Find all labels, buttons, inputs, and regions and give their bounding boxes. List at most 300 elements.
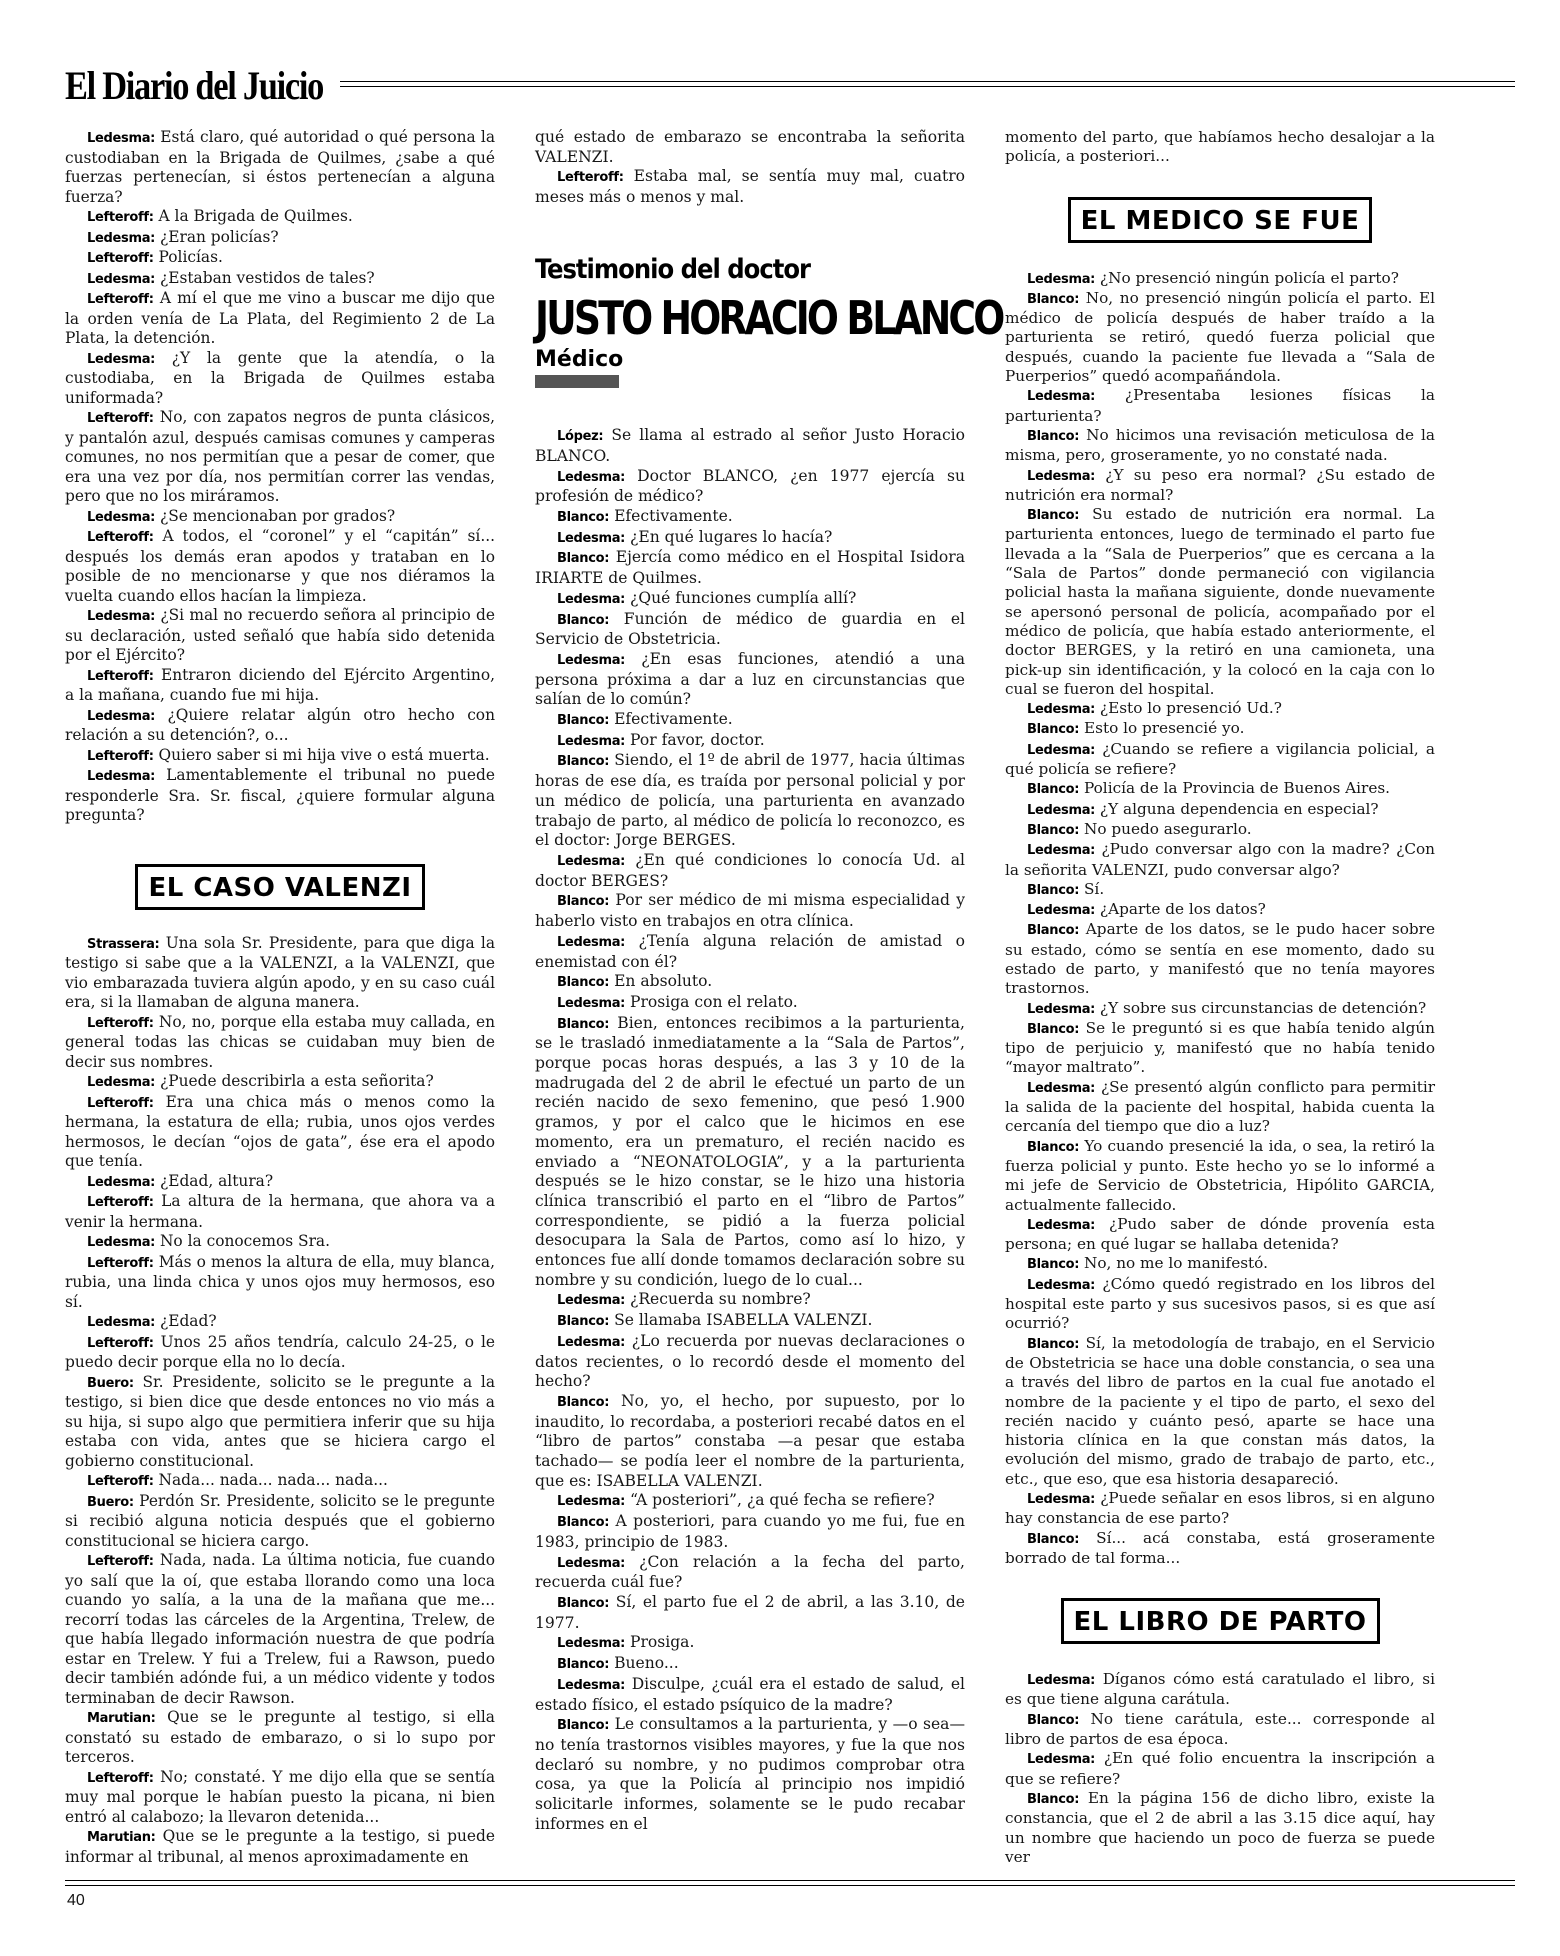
speaker-label: Lefteroff:	[87, 1770, 154, 1786]
text-column-2	[535, 128, 1003, 1834]
paragraph-text: No, no, porque ella estaba muy callada, en general todas las chicas se cuidaban muy bien de decir sus nombres.	[65, 1012, 495, 1071]
speaker-label: Blanco:	[557, 713, 610, 729]
speaker-label: Ledesma:	[1027, 702, 1096, 718]
speaker-label: Ledesma:	[1027, 271, 1096, 287]
paragraph	[65, 746, 495, 767]
paragraph	[535, 932, 965, 972]
speaker-label: Ledesma:	[557, 469, 626, 485]
paragraph-text: Que se le pregunte a la testigo, si puede informar al tribunal, al menos aproximadamente en	[65, 1827, 495, 1866]
speaker-label: Lefteroff:	[87, 1095, 154, 1111]
paragraph-text: Yo cuando presencié la ida, o sea, la retiró la fuerza policial y punto. Este hecho yo se lo informé a mi jefe de Servicio de Obstetricia, Hipólito GARCIA, actualmente fallecido.	[1005, 1136, 1435, 1214]
paragraph-text: ¿Esto lo presenció Ud.?	[1095, 699, 1282, 718]
paragraph	[1005, 1137, 1435, 1215]
paragraph	[1005, 1670, 1435, 1710]
speaker-label: Ledesma:	[87, 1174, 156, 1190]
section-heading: EL LIBRO DE PARTO	[1061, 1598, 1380, 1644]
paragraph	[1005, 1078, 1435, 1137]
speaker-label: Ledesma:	[557, 1677, 626, 1693]
speaker-label: Blanco:	[557, 754, 610, 770]
paragraph-text: A todos, el “coronel” y el “capitán” sí... después los demás eran apodos y trataban en lo posible de no mencionarse y que nos diéramos la vuelta cuando ellos hacían la limpieza.	[65, 527, 495, 605]
page-footer	[65, 1880, 1515, 1920]
speaker-label: Blanco:	[1027, 923, 1080, 939]
speaker-label: Ledesma:	[1027, 843, 1096, 859]
paragraph-text: ¿Presentaba lesiones físicas la parturienta?	[1005, 386, 1435, 425]
speaker-label: Marutian:	[87, 1830, 156, 1845]
paragraph	[1005, 800, 1435, 820]
paragraph-text: Nada... nada... nada... nada...	[153, 1471, 388, 1489]
speaker-label: Lefteroff:	[87, 1015, 154, 1031]
paragraph	[535, 167, 965, 207]
paragraph	[535, 1332, 965, 1392]
paragraph	[1005, 1710, 1435, 1750]
speaker-label: Blanco:	[1027, 1139, 1080, 1155]
speaker-label: Ledesma:	[557, 1636, 626, 1652]
speaker-label: Ledesma:	[1027, 903, 1096, 919]
paragraph	[1005, 900, 1435, 920]
paragraph-text: Unos 25 años tendría, calculo 24-25, o le puedo decir porque ella no lo decía.	[65, 1332, 495, 1371]
paragraph	[65, 1471, 495, 1492]
paragraph	[535, 1014, 965, 1291]
paragraph-text: Doctor BLANCO, ¿en 1977 ejercía su profesión de médico?	[535, 466, 965, 506]
paragraph-text: ¿Se mencionaban por grados?	[155, 506, 396, 525]
speaker-label: Lefteroff:	[557, 170, 624, 186]
paragraph-text: ¿Aparte de los datos?	[1095, 900, 1266, 919]
speaker-label: Ledesma:	[1027, 742, 1096, 758]
speaker-label: Ledesma:	[557, 591, 626, 607]
speaker-label: Lefteroff:	[87, 411, 154, 426]
paragraph-text: ¿En qué folio encuentra la inscripción a que se refiere?	[1005, 1749, 1435, 1788]
section-heading: EL CASO VALENZI	[135, 864, 424, 910]
paragraph	[65, 248, 495, 269]
speaker-label: Ledesma:	[87, 230, 156, 246]
speaker-label: Ledesma:	[1027, 1080, 1096, 1096]
paragraph	[65, 1708, 495, 1768]
paragraph-text: ¿Puede describirla a esta señorita?	[155, 1072, 434, 1090]
testimony-kicker: Testimonio del doctor	[535, 253, 811, 285]
speaker-label: Ledesma:	[1027, 802, 1096, 818]
paragraph-text: ¿Y sobre sus circunstancias de detención?	[1095, 998, 1427, 1017]
paragraph	[1005, 1215, 1435, 1255]
paragraph	[535, 1675, 965, 1715]
paragraph	[535, 426, 965, 466]
speaker-label: Ledesma:	[557, 1293, 626, 1309]
speaker-label: Blanco:	[1027, 1712, 1080, 1728]
speaker-label: Blanco:	[557, 551, 610, 567]
publication-title: El Diario del Juicio	[65, 63, 323, 108]
speaker-label: Ledesma:	[557, 853, 626, 869]
speaker-label: Ledesma:	[87, 1315, 156, 1330]
paragraph	[1005, 269, 1435, 289]
speaker-label: Blanco:	[1027, 1257, 1080, 1273]
paragraph	[535, 710, 965, 731]
paragraph	[65, 1373, 495, 1472]
paragraph	[535, 1311, 965, 1332]
paragraph	[535, 851, 965, 891]
paragraph	[535, 589, 965, 610]
speaker-label: Ledesma:	[87, 351, 156, 367]
speaker-label: Buero:	[87, 1375, 134, 1391]
speaker-label: Lefteroff:	[87, 1255, 154, 1271]
speaker-label: Lefteroff:	[87, 1554, 154, 1569]
speaker-label: Blanco:	[1027, 428, 1080, 444]
paragraph-text: Bueno...	[609, 1654, 679, 1673]
paragraph-text: ¿Cómo quedó registrado en los libros del hospital este parto y sus sucesivos pasos, si es que así ocurrió?	[1005, 1274, 1435, 1333]
speaker-label: Blanco:	[557, 894, 610, 910]
paragraph-text: Se llama al estrado al señor Justo Horacio BLANCO.	[535, 426, 965, 465]
paragraph	[1005, 820, 1435, 840]
paragraph	[65, 1072, 495, 1093]
paragraph-text: Sí.	[1079, 879, 1105, 898]
paragraph	[65, 1551, 495, 1708]
paragraph-text: momento del parto, que habíamos hecho desalojar a la policía, a posteriori...	[1005, 128, 1435, 166]
paragraph-text: Sí, la metodología de trabajo, en el Servicio de Obstetricia se hace una doble constancia, o sea una a través del libro de partos en la cual fue anotado el nombre de la paciente y el tipo de parto, el sexo del recién nacido y cuánto pesó, aparte se hace una historia clínica en la que constan más datos, la evolución del mismo, grado de trabajo de parto, etc., etc., que eso, que esa historia desapareció.	[1005, 1333, 1435, 1488]
paragraph	[65, 606, 495, 666]
footer-rule	[65, 1885, 1515, 1886]
witness-name: JUSTO HORACIO BLANCO	[535, 290, 1003, 345]
paragraph-text: ¿Qué funciones cumplía allí?	[625, 588, 857, 607]
paragraph-text: Que se le pregunte al testigo, si ella constató su estado de embarazo, o si lo supo por terceros.	[65, 1708, 495, 1766]
paragraph	[65, 1333, 495, 1373]
paragraph-text: Por favor, doctor.	[625, 730, 765, 749]
page-number: 40	[67, 1892, 85, 1909]
paragraph	[1005, 426, 1435, 466]
paragraph-text: Le consultamos a la parturienta, y —o sea— no tenía trastornos visibles mayores, y fue la que nos declaró su nombre, y no pudimos comprobar otra cosa, ya que la Policía al principio nos impidió solicitarle informes, solamente se le pudo recabar informes en el	[535, 1715, 965, 1833]
paragraph	[1005, 128, 1435, 167]
paragraph-text: A posteriori, para cuando yo me fui, fue en 1983, principio de 1983.	[535, 1512, 965, 1551]
paragraph	[1005, 880, 1435, 900]
paragraph	[535, 650, 965, 710]
paragraph	[1005, 1254, 1435, 1274]
speaker-label: Blanco:	[1027, 1531, 1080, 1547]
paragraph-text: Esto lo presencié yo.	[1079, 719, 1245, 738]
masthead-rule	[340, 86, 1515, 87]
paragraph	[65, 1827, 495, 1867]
footer-rule	[65, 1880, 1515, 1881]
paragraph	[65, 934, 495, 1013]
paragraph	[65, 527, 495, 606]
paragraph-text: Sr. Presidente, solicito se le pregunte a la testigo, si bien dice que desde entonces no vio más a su hija, si supo algo que permitiera inferir que su hija estaba con vida, antes que se hiciera cargo el gobierno constitucional.	[65, 1372, 495, 1470]
speaker-label: Blanco:	[1027, 508, 1080, 524]
paragraph-text: ¿Cuando se refiere a vigilancia policial, a qué policía se refiere?	[1005, 739, 1435, 779]
paragraph	[65, 1192, 495, 1232]
speaker-label: Ledesma:	[1027, 1673, 1096, 1689]
speaker-label: Ledesma:	[557, 1494, 626, 1510]
paragraph	[65, 1768, 495, 1828]
paragraph	[1005, 289, 1435, 386]
paragraph-text: No la conocemos Sra.	[155, 1232, 330, 1250]
paragraph	[535, 467, 965, 507]
paragraph-text: Sí... acá constaba, está groseramente borrado de tal forma...	[1005, 1528, 1435, 1567]
speaker-label: Ledesma:	[1027, 468, 1096, 484]
paragraph-text: Policía de la Provincia de Buenos Aires.	[1079, 779, 1391, 798]
speaker-label: Blanco:	[557, 1718, 610, 1734]
paragraph-text: Está claro, qué autoridad o qué persona la custodiaban en la Brigada de Quilmes, ¿sabe a qué fuerzas pertenecían, si éstos pertenecían a alguna fuerza?	[65, 128, 495, 206]
paragraph-text: ¿En esas funciones, atendió a una persona próxima a dar a luz en circunstancias que salían de lo común?	[535, 649, 965, 709]
speaker-label: Blanco:	[557, 975, 610, 991]
paragraph-text: ¿Recuerda su nombre?	[625, 1290, 811, 1309]
speaker-label: Ledesma:	[87, 609, 156, 624]
speaker-label: Ledesma:	[557, 1555, 626, 1571]
paragraph-text: Función de médico de guardia en el Servicio de Obstetricia.	[535, 609, 965, 649]
speaker-label: Ledesma:	[557, 733, 626, 749]
speaker-label: Blanco:	[557, 1596, 610, 1611]
paragraph	[1005, 1749, 1435, 1789]
paragraph-text: La altura de la hermana, que ahora va a venir la hermana.	[65, 1192, 495, 1231]
speaker-label: López:	[557, 429, 604, 445]
paragraph	[1005, 505, 1435, 699]
paragraph-text: ¿Eran policías?	[155, 227, 279, 246]
paragraph-text: ¿Pudo saber de dónde provenía esta persona; en qué lugar se hallaba detenida?	[1005, 1214, 1435, 1254]
paragraph	[65, 269, 495, 290]
speaker-label: Ledesma:	[557, 1334, 626, 1350]
masthead	[65, 62, 1515, 114]
paragraph	[535, 507, 965, 528]
testimony-header	[535, 253, 1003, 388]
speaker-label: Lefteroff:	[87, 292, 154, 307]
paragraph	[535, 1715, 965, 1834]
speaker-label: Lefteroff:	[87, 1474, 154, 1489]
paragraph-text: Quiero saber si mi hija vive o está muerta.	[153, 745, 490, 764]
speaker-label: Blanco:	[1027, 1336, 1080, 1352]
paragraph	[1005, 1489, 1435, 1529]
speaker-label: Lefteroff:	[87, 1195, 154, 1210]
paragraph	[65, 128, 495, 207]
paragraph-text: A mí el que me vino a buscar me dijo que la orden venía de La Plata, del Regimiento 2 de La Plata, la detención.	[65, 289, 495, 347]
witness-role: Médico	[535, 346, 624, 372]
speaker-label: Marutian:	[87, 1711, 156, 1726]
paragraph	[1005, 920, 1435, 998]
speaker-label: Lefteroff:	[87, 210, 154, 225]
text-column-1	[65, 128, 495, 1867]
masthead-rule	[340, 81, 1515, 82]
paragraph-text: ¿Lo recuerda por nuevas declaraciones o datos recientes, o lo recordó desde el momento del hecho?	[535, 1331, 965, 1391]
speaker-label: Ledesma:	[87, 708, 156, 724]
paragraph-text: ¿Con relación a la fecha del parto, recuerda cuál fue?	[535, 1552, 965, 1592]
text-column-3	[1005, 128, 1435, 1867]
speaker-label: Blanco:	[1027, 1791, 1080, 1807]
paragraph-text: ¿Pudo conversar algo con la madre? ¿Con la señorita VALENZI, pudo conversar algo?	[1005, 840, 1435, 879]
speaker-label: Blanco:	[557, 1657, 610, 1673]
paragraph	[65, 1232, 495, 1253]
paragraph	[65, 1013, 495, 1073]
paragraph-text: ¿Estaban vestidos de tales?	[155, 268, 375, 287]
speaker-label: Ledesma:	[557, 995, 626, 1011]
paragraph-text: ¿En qué lugares lo hacía?	[625, 527, 833, 546]
paragraph	[535, 993, 965, 1014]
speaker-label: Ledesma:	[87, 769, 156, 784]
paragraph-text: Disculpe, ¿cuál era el estado de salud, el estado físico, el estado psíquico de la madre?	[535, 1674, 965, 1714]
speaker-label: Buero:	[87, 1494, 134, 1510]
paragraph	[65, 706, 495, 746]
paragraph	[1005, 719, 1435, 739]
speaker-label: Lefteroff:	[87, 748, 154, 764]
paragraph-text: No, con zapatos negros de punta clásicos, y pantalón azul, después camisas comunes y camperas comunes, no nos permitían que a pesar de comer, que era una vez por día, nos permitían correr las vendas, pero que no los miráramos.	[65, 408, 495, 505]
paragraph	[1005, 1275, 1435, 1334]
paragraph	[1005, 1334, 1435, 1489]
paragraph-text: ¿Se presentó algún conflicto para permitir la salida de la paciente del hospital, habida cuenta la cercanía del tiempo que dio a luz?	[1005, 1077, 1435, 1136]
decorative-bar	[535, 375, 619, 388]
paragraph-text: No; constaté. Y me dijo ella que se sentía muy mal porque le habían puesto la picana, ni bien entró al calabozo; la llevaron detenida...	[65, 1767, 495, 1826]
speaker-label: Ledesma:	[87, 271, 156, 287]
speaker-label: Ledesma:	[557, 652, 626, 668]
paragraph-text: ¿Edad?	[155, 1312, 217, 1330]
paragraph-text: ¿Tenía alguna relación de amistad o enemistad con él?	[535, 931, 965, 971]
paragraph-text: No, no presenció ningún policía el parto. El médico de policía después de haber traído a la parturienta se retiró, quedó fuerza policial que después, cuando la paciente fue llevada a “Sala de Puerperios” quedó acompañándola.	[1005, 288, 1435, 386]
paragraph	[65, 289, 495, 349]
paragraph-text: Se le preguntó si es que había tenido algún tipo de perjuicio y, manifestó que no había tenido “mayor maltrato”.	[1005, 1018, 1435, 1077]
speaker-label: Blanco:	[1027, 882, 1080, 898]
speaker-label: Ledesma:	[1027, 1752, 1096, 1768]
paragraph	[65, 666, 495, 706]
paragraph	[535, 1491, 965, 1512]
speaker-label: Strassera:	[87, 936, 160, 952]
paragraph-text: qué estado de embarazo se encontraba la señorita VALENZI.	[535, 128, 965, 166]
speaker-label: Ledesma:	[557, 934, 626, 950]
paragraph	[65, 408, 495, 507]
paragraph	[1005, 1019, 1435, 1078]
speaker-label: Blanco:	[557, 1016, 610, 1032]
paragraph-text: Ejercía como médico en el Hospital Isidora IRIARTE de Quilmes.	[535, 548, 965, 588]
speaker-label: Lefteroff:	[87, 251, 154, 266]
paragraph	[65, 207, 495, 228]
paragraph	[535, 1633, 965, 1654]
speaker-label: Blanco:	[557, 1515, 610, 1531]
paragraph	[65, 766, 495, 826]
paragraph-text: A la Brigada de Quilmes.	[153, 207, 353, 225]
paragraph-text: Policías.	[153, 248, 223, 266]
paragraph-text: Estaba mal, se sentía muy mal, cuatro meses más o menos y mal.	[535, 167, 965, 207]
speaker-label: Ledesma:	[87, 1075, 156, 1090]
paragraph-text: Se llamaba ISABELLA VALENZI.	[609, 1311, 873, 1330]
paragraph-text: ¿Y la gente que la atendía, o la custodiaba, en la Brigada de Quilmes estaba uniformada?	[65, 348, 495, 407]
paragraph	[535, 1654, 965, 1675]
speaker-label: Blanco:	[1027, 782, 1080, 798]
paragraph	[535, 1593, 965, 1633]
speaker-label: Ledesma:	[87, 1235, 156, 1250]
paragraph	[65, 228, 495, 249]
paragraph-text: Entraron diciendo del Ejército Argentino, a la mañana, cuando fue mi hija.	[65, 665, 495, 704]
paragraph-text: Efectivamente.	[609, 507, 733, 526]
paragraph	[535, 528, 965, 549]
paragraph-text: No, no me lo manifestó.	[1079, 1254, 1268, 1273]
speaker-label: Blanco:	[557, 612, 610, 628]
paragraph-text: En absoluto.	[609, 972, 713, 991]
speaker-label: Lefteroff:	[87, 530, 154, 545]
speaker-label: Blanco:	[1027, 291, 1080, 307]
paragraph-text: ¿No presenció ningún policía el parto?	[1095, 268, 1399, 287]
speaker-label: Ledesma:	[1027, 1277, 1096, 1293]
paragraph-text: ¿Y alguna dependencia en especial?	[1095, 799, 1379, 818]
speaker-label: Blanco:	[1027, 722, 1080, 738]
paragraph-text: Su estado de nutrición era normal. La parturienta entonces, luego de terminado el parto fue llevada a la “Sala de Puerperios” que es cercana a la “Sala de Partos” donde permaneció con vigilancia policial hasta la mañana siguiente, donde nuevamente se apersonó personal de policía, acompañado por el médico de policía, que había estado anteriormente, el doctor BERGES, y la retiró en una camioneta, una pick-up sin identificación, y la colocó en la caja con lo cual se fueron del hospital.	[1005, 505, 1435, 698]
speaker-label: Ledesma:	[1027, 1217, 1096, 1233]
speaker-label: Ledesma:	[557, 530, 626, 546]
speaker-label: Blanco:	[557, 510, 610, 526]
paragraph-text: Aparte de los datos, se le pudo hacer sobre su estado, cómo se sentía en ese momento, dado su estado de parto, y manifestó que no tenía mayores trastornos.	[1005, 920, 1435, 998]
paragraph-text: No puedo asegurarlo.	[1079, 819, 1252, 838]
paragraph	[1005, 779, 1435, 799]
paragraph	[1005, 1789, 1435, 1867]
paragraph	[535, 1392, 965, 1492]
paragraph	[535, 1553, 965, 1593]
paragraph-text: ¿Y su peso era normal? ¿Su estado de nutrición era normal?	[1005, 465, 1435, 504]
paragraph	[535, 731, 965, 752]
paragraph-text: Bien, entonces recibimos a la parturienta, se le trasladó inmediatamente a la “Sala de Partos”, porque pocas horas después, a las 3 y 10 de la madrugada del 2 de abril le efectué un parto de un recién nacido de sexo femenino, que pesó 1.900 gramos, y por el calco que le hicimos en ese momento, era un prematuro, el recién nacido es enviado a “NEONATOLOGIA”, y a la parturienta después se le hizo constar, se le hizo una historia clínica transcribió el parto en el “libro de Partos” correspondiente, se pidió a la fuerza policial desocupara la Sala de Partos, como así lo hizo, y entonces fue allí donde tomamos declaración sobre su nombre y su condición, luego de lo cual...	[535, 1013, 965, 1289]
paragraph	[1005, 1529, 1435, 1569]
paragraph	[65, 349, 495, 409]
paragraph-text: Más o menos la altura de ella, muy blanca, rubia, una linda chica y unos ojos muy hermosos, eso sí.	[65, 1252, 495, 1311]
paragraph	[65, 1253, 495, 1313]
paragraph-text: Lamentablemente el tribunal no puede responderle Sra. Sr. fiscal, ¿quiere formular alguna pregunta?	[65, 766, 495, 824]
speaker-label: Blanco:	[557, 1314, 610, 1330]
speaker-label: Blanco:	[1027, 1021, 1080, 1037]
paragraph	[65, 1312, 495, 1333]
paragraph-text: ¿Edad, altura?	[155, 1171, 274, 1190]
paragraph	[1005, 840, 1435, 880]
paragraph	[1005, 386, 1435, 426]
paragraph-text: Por ser médico de mi misma especialidad y haberlo visto en trabajos en otra clínica.	[535, 891, 965, 931]
paragraph	[535, 610, 965, 650]
speaker-label: Ledesma:	[87, 131, 156, 146]
paragraph	[535, 128, 965, 167]
speaker-label: Blanco:	[557, 1394, 610, 1410]
paragraph-text: Era una chica más o menos como la hermana, la estatura de ella; rubia, unos ojos verdes hermosos, le decían “ojos de gata”, ése era el apodo que tenía.	[65, 1092, 495, 1170]
paragraph-text: Efectivamente.	[609, 710, 733, 729]
paragraph	[65, 1093, 495, 1172]
paragraph	[65, 1492, 495, 1552]
column-2-continuation	[535, 128, 965, 208]
speaker-label: Ledesma:	[1027, 1001, 1096, 1017]
paragraph-text: En la página 156 de dicho libro, existe la constancia, que el 2 de abril a las 3.15 dice aquí, hay un nombre que haciendo un poco de fuerza se puede ver	[1005, 1788, 1435, 1866]
paragraph-text: Perdón Sr. Presidente, solicito se le pregunte si recibió alguna noticia después que el gobierno constitucional se hiciera cargo.	[65, 1491, 495, 1550]
speaker-label: Ledesma:	[1027, 1492, 1096, 1507]
paragraph	[1005, 699, 1435, 719]
paragraph-text: “A posteriori”, ¿a qué fecha se refiere?	[625, 1491, 935, 1510]
speaker-label: Blanco:	[1027, 822, 1080, 838]
paragraph-text: Nada, nada. La última noticia, fue cuando yo salí que la oí, que estaba llorando como una loca cuando yo salía, a la una de la mañana que me... recorrí todas las cárceles de la Argentina, Trelew, de que había llegado información nuestra de que podría estar en Trelew. Y fui a Trelew, fui a Rawson, puedo decir también adónde fui, a un médico vidente y todos terminaban de decir Rawson.	[65, 1551, 495, 1707]
paragraph	[1005, 740, 1435, 780]
paragraph-text: ¿Si mal no recuerdo señora al principio de su declaración, usted señaló que había sido detenida por el Ejército?	[65, 606, 495, 664]
speaker-label: Lefteroff:	[87, 1335, 154, 1351]
speaker-label: Ledesma:	[87, 509, 156, 525]
paragraph-text: ¿Quiere relatar algún otro hecho con relación a su detención?, o...	[65, 705, 495, 744]
section-heading: EL MEDICO SE FUE	[1068, 197, 1373, 243]
column-2-body	[535, 426, 965, 1834]
paragraph	[535, 1290, 965, 1311]
paragraph-text: No tiene carátula, este... corresponde al libro de partos de esa época.	[1005, 1709, 1435, 1749]
paragraph	[535, 751, 965, 851]
paragraph	[535, 972, 965, 993]
paragraph	[535, 548, 965, 588]
speaker-label: Ledesma:	[1027, 389, 1096, 405]
paragraph	[1005, 466, 1435, 506]
paragraph-text: Díganos cómo está caratulado el libro, si es que tiene alguna carátula.	[1005, 1670, 1435, 1709]
paragraph-text: Sí, el parto fue el 2 de abril, a las 3.10, de 1977.	[535, 1593, 965, 1632]
paragraph-text: Prosiga con el relato.	[625, 992, 798, 1011]
paragraph-text: Una sola Sr. Presidente, para que diga la testigo si sabe que a la VALENZI, a la VALENZI, que vio embarazada tuviera algún apodo, y en su caso cuál era, si la llamaban de alguna manera.	[65, 933, 495, 1011]
paragraph-text: ¿Puede señalar en esos libros, si en alguno hay constancia de ese parto?	[1005, 1489, 1435, 1528]
paragraph-text: Siendo, el 1º de abril de 1977, hacia últimas horas de ese día, es traída por personal policial y por un médico de policía, una parturienta en avanzado trabajo de parto, al médico de policía lo reconozco, es el doctor: Jorge BERGES.	[535, 751, 965, 850]
paragraph	[65, 1172, 495, 1193]
paragraph	[1005, 999, 1435, 1019]
paragraph-text: No, yo, el hecho, por supuesto, por lo inaudito, lo recordaba, a posteriori recabé datos en el “libro de partos” constaba —a pesar que estaba tachado— se podía leer el nombre de la parturienta, que es: ISABELLA VALENZI.	[535, 1391, 965, 1490]
paragraph-text: No hicimos una revisación meticulosa de la misma, pero, groseramente, yo no constaté nada.	[1005, 425, 1435, 465]
paragraph	[65, 507, 495, 528]
paragraph	[535, 891, 965, 931]
paragraph	[535, 1512, 965, 1552]
paragraph-text: ¿En qué condiciones lo conocía Ud. al doctor BERGES?	[535, 850, 965, 890]
speaker-label: Lefteroff:	[87, 668, 154, 684]
